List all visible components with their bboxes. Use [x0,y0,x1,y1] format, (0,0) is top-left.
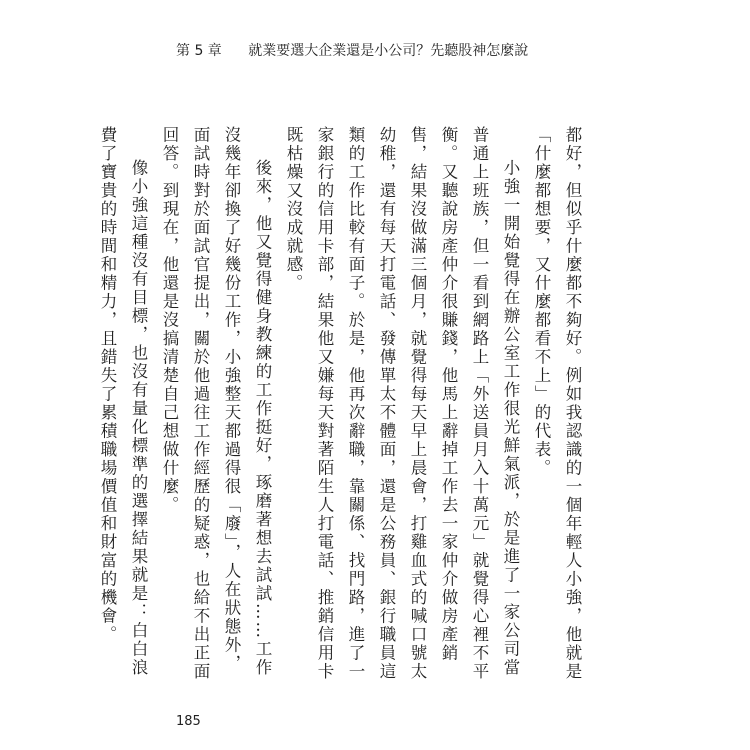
chapter-label: 第 5 章 [176,43,222,59]
running-header [176,40,528,60]
body-text [98,126,588,686]
paragraph: 小強一開始覺得在辦公室工作很光鮮氣派，於是進了一家公司當普通上班族，但一看到網路上「外送員月入十萬元」就覺得心裡不平衡。又聽說房產仲介很賺錢，他馬上辭掉工作去一家仲介做房產銷售，結果沒做滿三個月，就覺得每天早上晨會，打雞血式的喊口號太幼稚，還有每天打電話、發傳單太不體面，還是公務員、銀行職員這類的工作比較有面子。於是，他再次辭職，靠關係、找門路，進了一家銀行的信用卡部，結果他又嫌每天對著陌生人打電話、推銷信用卡既枯燥又沒成就感。 [284,126,520,681]
page-number: 185 [176,714,201,729]
paragraph: 像小強這種沒有目標，也沒有量化標準的選擇結果就是：白白浪費了寶貴的時間和精力，且錯失了累積職場價值和財富的機會。 [98,126,148,677]
paragraph: 都好，但似乎什麼都不夠好。例如我認識的一個年輕人小強，他就是「什麼都想要，又什麼都看不上」的代表。 [532,126,582,681]
paragraph: 後來，他又覺得健身教練的工作挺好，琢磨著想去試試……工作沒幾年卻換了好幾份工作，小強整天都過得很「廢」，人在狀態外，面試時對於面試官提出，關於他過往工作經歷的疑惑，也給不出正面回答。到現在，他還是沒搞清楚自己想做什麼。 [160,126,272,681]
chapter-title: 就業要選大企業還是小公司？先聽股神怎麼說 [248,43,529,59]
